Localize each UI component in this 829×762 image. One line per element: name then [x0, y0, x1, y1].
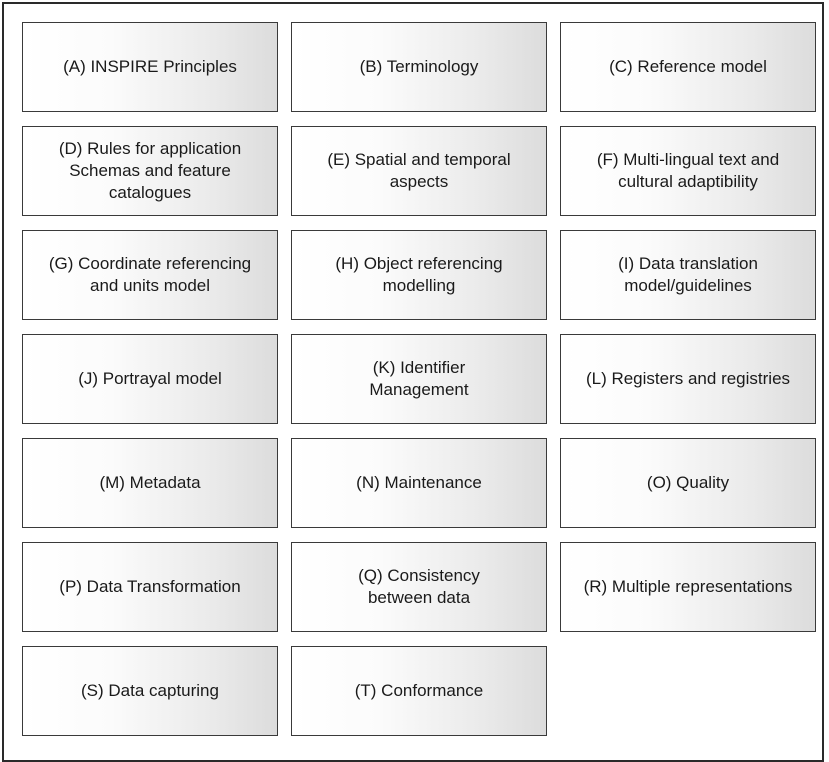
component-label: (P) Data Transformation [59, 577, 241, 596]
component-box-p [22, 542, 278, 632]
component-label: (T) Conformance [354, 681, 484, 700]
component-label: (F) Multi-lingual text and cultural adaptibility [596, 150, 780, 191]
component-box-o [560, 438, 816, 528]
component-box-e [291, 126, 547, 216]
component-label: (H) Object referencing modelling [335, 254, 503, 295]
component-box-l [560, 334, 816, 424]
component-label: (C) Reference model [609, 57, 767, 76]
component-box-s [22, 646, 278, 736]
component-label: (A) INSPIRE Principles [63, 57, 237, 76]
component-box-d [22, 126, 278, 216]
component-label: (Q) Consistency between data [358, 566, 480, 607]
component-box-h [291, 230, 547, 320]
component-box-g [22, 230, 278, 320]
component-label: (S) Data capturing [81, 681, 219, 700]
component-box-t [291, 646, 547, 736]
component-label: (K) Identifier Management [369, 358, 469, 399]
diagram-frame [2, 2, 824, 762]
component-box-k [291, 334, 547, 424]
component-label: (B) Terminology [359, 57, 479, 76]
component-label: (L) Registers and registries [585, 369, 791, 388]
component-label: (I) Data translation model/guidelines [618, 254, 758, 295]
component-label: (N) Maintenance [356, 473, 482, 492]
component-box-a [22, 22, 278, 112]
component-box-i [560, 230, 816, 320]
component-label: (E) Spatial and temporal aspects [327, 150, 511, 191]
component-grid [22, 22, 816, 736]
component-label: (D) Rules for application Schemas and feature catalogues [58, 139, 242, 202]
component-label: (M) Metadata [99, 473, 201, 492]
component-box-q [291, 542, 547, 632]
component-box-n [291, 438, 547, 528]
component-label: (O) Quality [646, 473, 730, 492]
component-box-b [291, 22, 547, 112]
component-label: (G) Coordinate referencing and units model [48, 254, 252, 295]
component-label: (J) Portrayal model [78, 369, 222, 388]
component-label: (R) Multiple representations [583, 577, 793, 596]
component-box-r [560, 542, 816, 632]
component-box-f [560, 126, 816, 216]
component-box-m [22, 438, 278, 528]
component-box-c [560, 22, 816, 112]
component-box-j [22, 334, 278, 424]
